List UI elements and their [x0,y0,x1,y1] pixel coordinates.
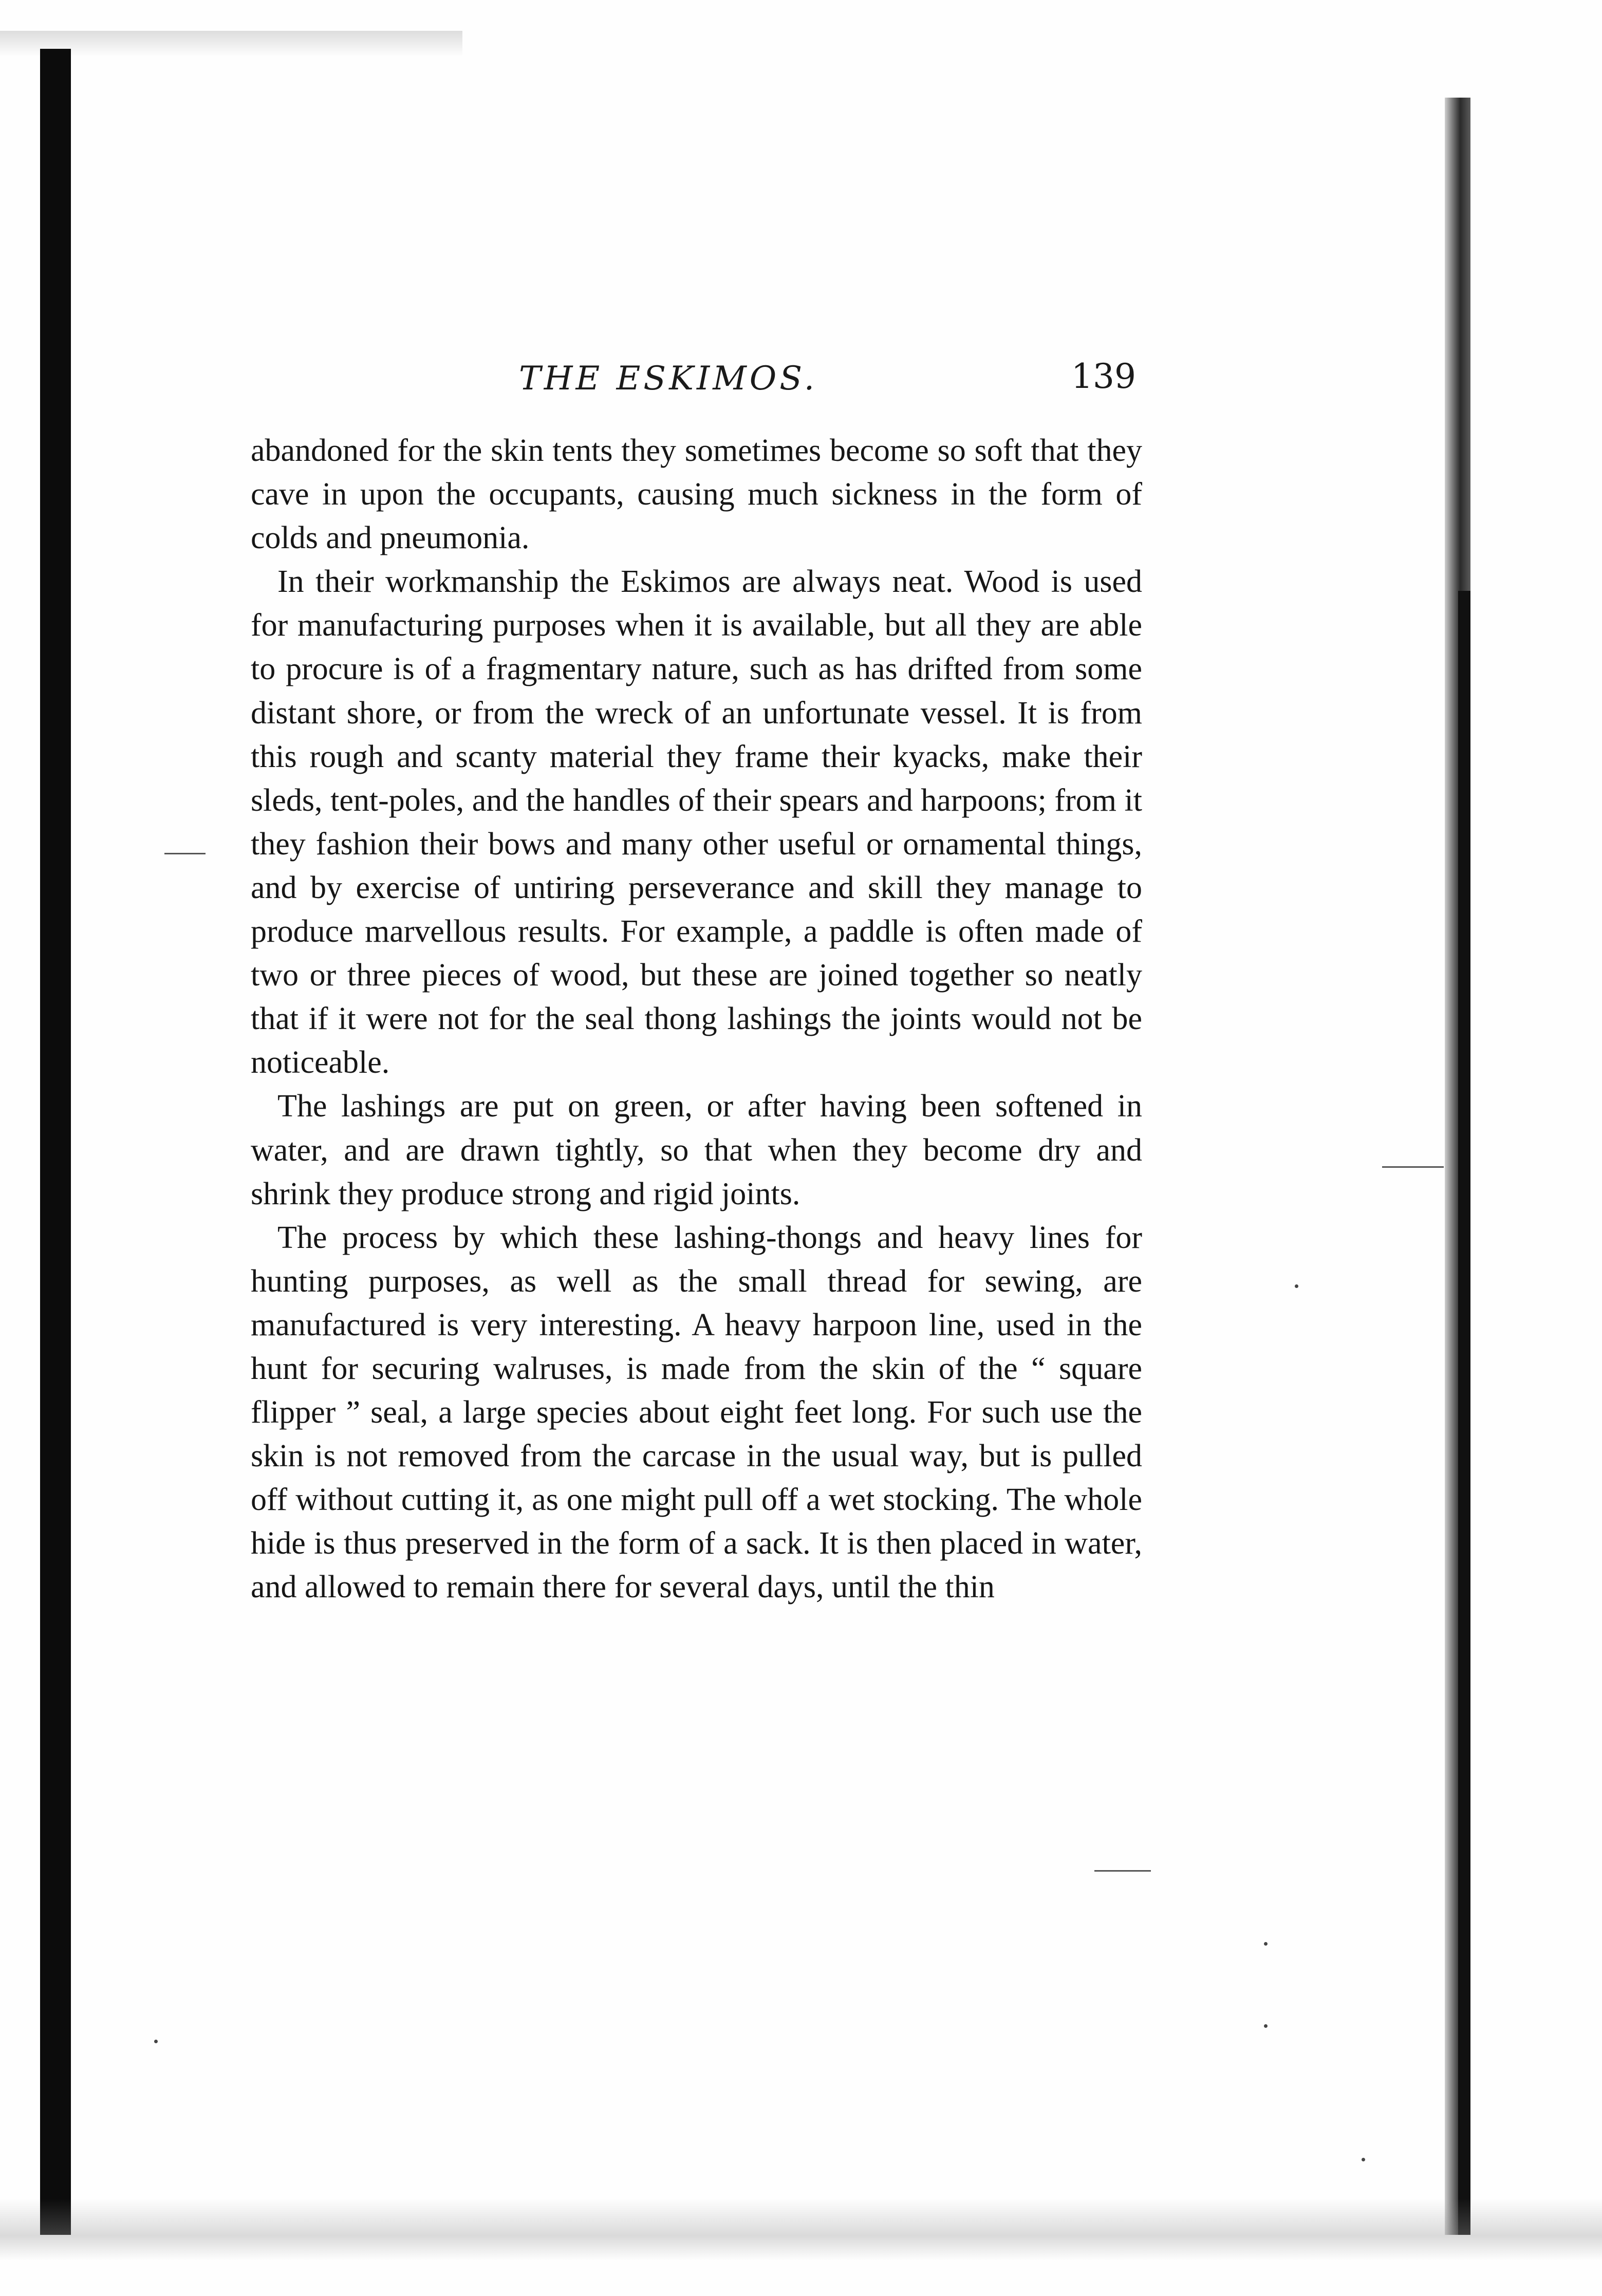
scan-mark [1382,1166,1444,1168]
scan-mark [1094,1870,1151,1872]
scan-speck [1264,1942,1268,1946]
page-number: 139 [1071,357,1136,396]
scan-speck [154,2040,158,2043]
body-text [251,429,1142,1610]
scan-speck [1362,2158,1365,2161]
paragraph: abandoned for the skin tents they sometimes become so soft that they cave in upon the occupants, causing much sickness in the form of colds and pneumonia. [251,433,1142,556]
scan-edge-dark-right [1458,591,1470,2235]
paragraph: The lashings are put on green, or after having been softened in water, and are drawn tightly, so that when they become dry and shrink they produce strong and rigid joints. [251,1089,1142,1211]
paragraph: The process by which these lashing-thongs and heavy lines for hunting purposes, as well as the small thread for sewing, are manufactured is very interesting. A heavy harpoon line, used in the hunt for securing walruses, is made from the skin of the “ square flipper ” seal, a large species about eight feet long. For such use the skin is not removed from the carcase in the usual way, but is pulled off without cutting it, as one might pull off a wet stocking. The whole hide is thus preserved in the form of a sack. It is then placed in water, and allowed to remain there for several days, until the thin [251,1220,1142,1605]
scan-speck [1295,1284,1298,1288]
scan-speck [1264,2024,1268,2028]
scan-binding-shadow-left [40,49,71,2235]
running-head: THE ESKIMOS. [519,360,818,398]
scan-grime-bottom [0,2199,1602,2261]
scan-mark [164,853,206,854]
paragraph: In their workmanship the Eskimos are always neat. Wood is used for manufacturing purposes when it is available, but all they are able to procure is of a fragmentary nature, such as has drifted from some distant shore, or from the wreck of an unfortunate vessel. It is from this rough and scanty material they frame their kyacks, make their sleds, tent-poles, and the handles of their spears and harpoons; from it they fashion their bows and many other useful or ornamental things, and by exercise of untiring perseverance and skill they manage to produce marvellous results. For example, a paddle is often made of two or three pieces of wood, but these are joined together so neatly that if it were not for the seal thong lashings the joints would not be noticeable. [251,564,1142,1080]
